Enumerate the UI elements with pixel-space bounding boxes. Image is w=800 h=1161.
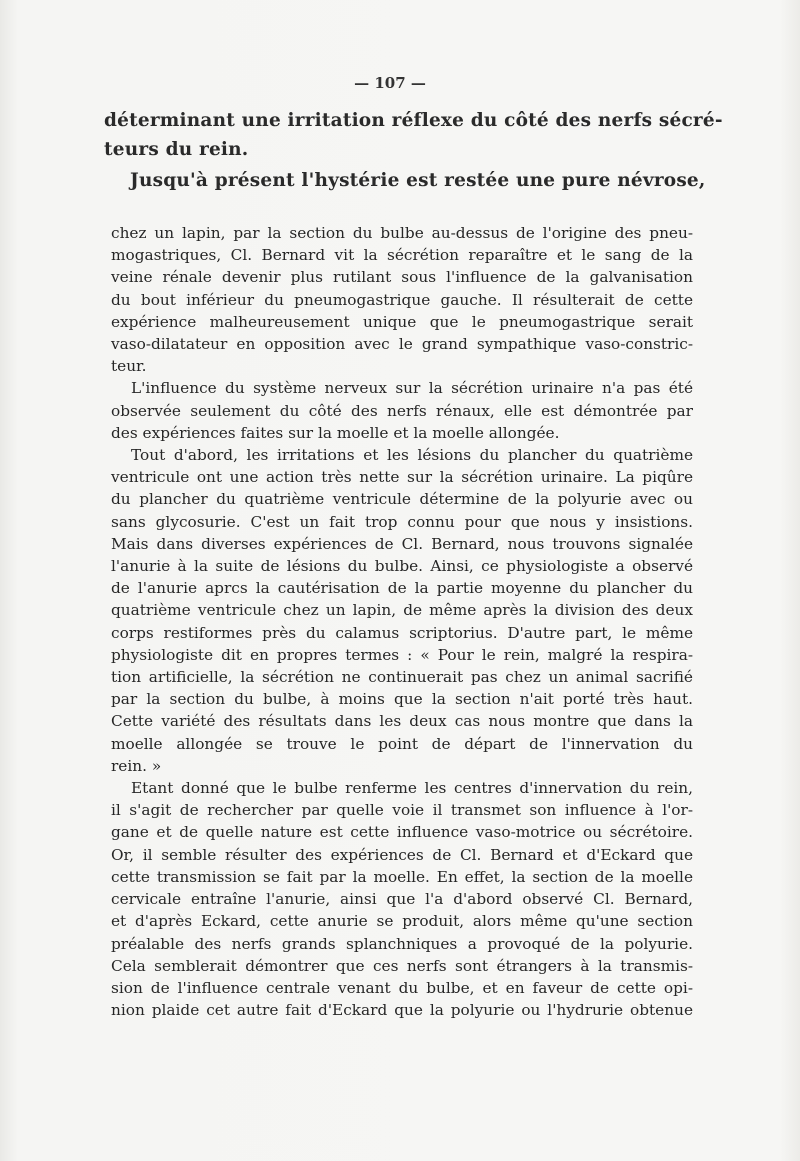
text-line: du bout inférieur du pneumogastrique gauche. Il résulterait de cette xyxy=(111,290,693,309)
text-line: observée seulement du côté des nerfs rénaux, elle est démontrée par xyxy=(111,401,693,420)
text-line: tion artificielle, la sécrétion ne continuerait pas chez un animal sacrifié xyxy=(111,668,693,687)
text-line: du plancher du quatrième ventricule détermine de la polyurie avec ou xyxy=(111,490,693,509)
overlay-line-3-text: Jusqu'à présent l'hystérie est restée une pure névrose, xyxy=(130,170,706,191)
text-line: rein. » xyxy=(111,756,162,775)
text-line: quatrième ventricule chez un lapin, de même après la division des deux xyxy=(111,601,693,620)
text-line: cette transmission se fait par la moelle. En effet, la section de la moelle xyxy=(111,867,693,886)
text-line: gane et de quelle nature est cette influence vaso-motrice ou sécrétoire. xyxy=(111,823,693,842)
text-line: Cette variété des résultats dans les deux cas nous montre que dans la xyxy=(111,712,693,731)
text-line: cervicale entraîne l'anurie, ainsi que l'a d'abord observé Cl. Bernard, xyxy=(111,890,693,909)
text-line: Mais dans diverses expériences de Cl. Bernard, nous trouvons signalée xyxy=(111,534,693,553)
paragraph-2 xyxy=(111,377,693,444)
paragraph-3 xyxy=(111,444,693,777)
overlay-line-1: déterminant une irritation réflexe du côté des nerfs sécré- xyxy=(104,110,723,131)
text-line: sion de l'influence centrale venant du bulbe, et en faveur de cette opi- xyxy=(111,978,693,997)
text-line: Etant donné que le bulbe renferme les centres d'innervation du rein, xyxy=(131,779,693,798)
text-line: moelle allongée se trouve le point de départ de l'innervation du xyxy=(111,734,693,753)
paragraph-4 xyxy=(111,777,693,1021)
text-line: teur. xyxy=(111,357,147,376)
text-line: L'influence du système nerveux sur la sécrétion urinaire n'a pas été xyxy=(131,379,693,398)
text-line: et d'après Eckard, cette anurie se produit, alors même qu'une section xyxy=(111,912,693,931)
text-line: veine rénale devenir plus rutilant sous l'influence de la galvanisation xyxy=(111,268,693,287)
text-line: par la section du bulbe, à moins que la section n'ait porté très haut. xyxy=(111,690,693,709)
overlay-line-2: teurs du rein. xyxy=(104,139,249,160)
page-number: — 107 — xyxy=(354,74,426,92)
text-line: ventricule ont une action très nette sur la sécrétion urinaire. La piqûre xyxy=(111,468,693,487)
text-line: préalable des nerfs grands splanchniques a provoqué de la polyurie. xyxy=(111,934,693,953)
text-line: expérience malheureusement unique que le pneumogastrique serait xyxy=(111,312,693,331)
text-line: sans glycosurie. C'est un fait trop connu pour que nous y insistions. xyxy=(111,512,693,531)
text-line: physiologiste dit en propres termes : « Pour le rein, malgré la respira- xyxy=(111,645,693,664)
text-line: Cela semblerait démontrer que ces nerfs sont étrangers à la transmis- xyxy=(111,956,693,975)
text-line: nion plaide cet autre fait d'Eckard que la polyurie ou l'hydrurie obtenue xyxy=(111,1001,693,1020)
text-line: mogastriques, Cl. Bernard vit la sécrétion reparaître et le sang de la xyxy=(111,246,693,265)
text-line: Or, il semble résulter des expériences de Cl. Bernard et d'Eckard que xyxy=(111,845,693,864)
body-text xyxy=(111,222,693,1021)
text-line: corps restiformes près du calamus scriptorius. D'autre part, le même xyxy=(111,623,693,642)
text-line: de l'anurie aprcs la cautérisation de la partie moyenne du plancher du xyxy=(111,579,693,598)
text-line: il s'agit de rechercher par quelle voie il transmet son influence à l'or- xyxy=(111,801,693,820)
text-line: Tout d'abord, les irritations et les lésions du plancher du quatrième xyxy=(131,446,693,465)
overlay-line-3 xyxy=(104,170,706,192)
text-line: vaso-dilatateur en opposition avec le grand sympathique vaso-constric- xyxy=(111,335,693,354)
text-line: des expériences faites sur la moelle et la moelle allongée. xyxy=(111,423,560,442)
paragraph-1 xyxy=(111,222,693,377)
text-line: l'anurie à la suite de lésions du bulbe. Ainsi, ce physiologiste a observé xyxy=(111,557,693,576)
text-line: chez un lapin, par la section du bulbe au-dessus de l'origine des pneu- xyxy=(111,224,693,242)
